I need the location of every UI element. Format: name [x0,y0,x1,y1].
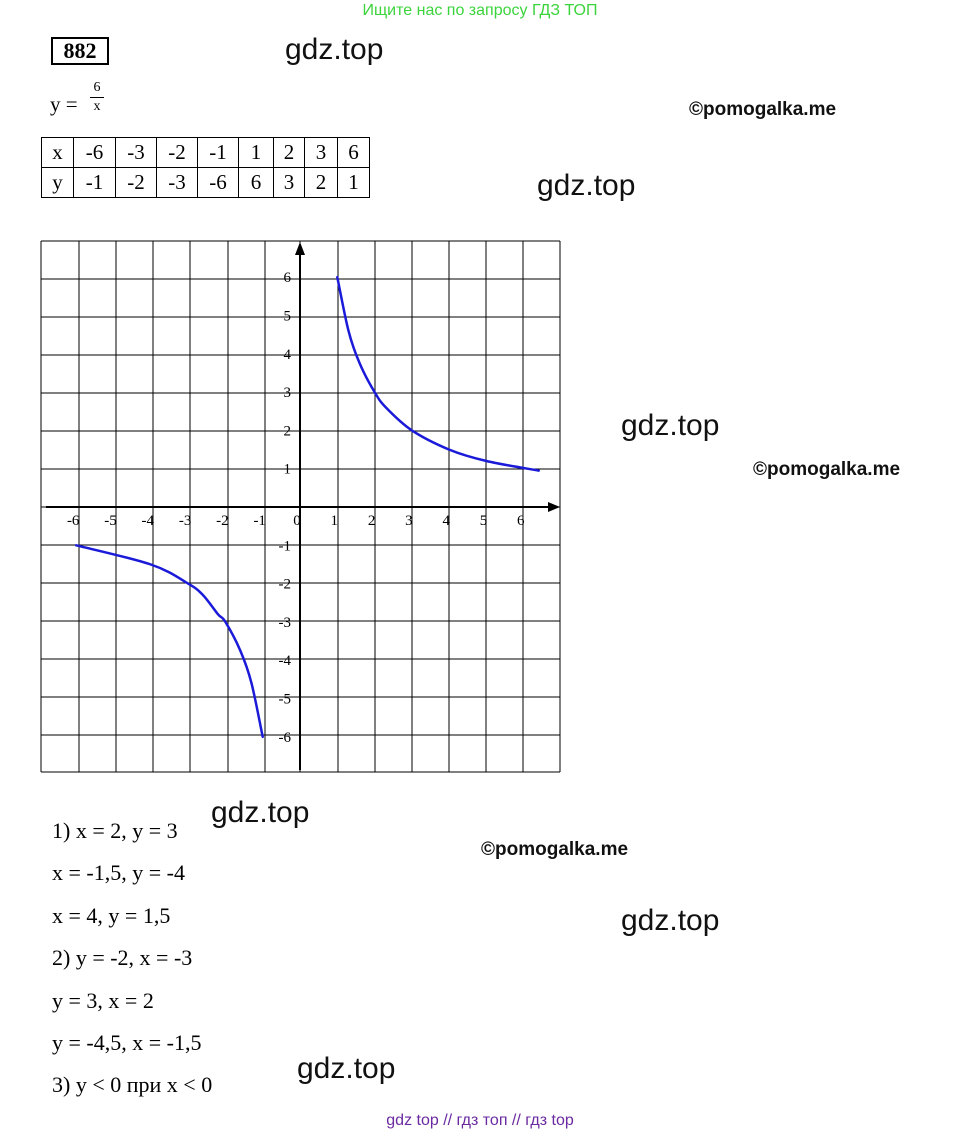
answer-line: x = -1,5, y = -4 [52,860,185,885]
x-tick-label: -3 [178,513,192,529]
answer-line: 1) x = 2, y = 3 [52,818,178,843]
table-cell: 2 [305,168,338,198]
table-cell: -1 [74,168,116,198]
gdz-watermark: gdz.top [297,1052,396,1085]
x-tick-label: -5 [104,513,117,529]
x-tick-label: 1 [330,513,339,529]
x-axis-arrow [548,502,560,512]
table-cell: -6 [74,138,116,168]
table-cell: -6 [198,168,239,198]
gdz-watermark: gdz.top [537,169,636,202]
y-tick-label: -5 [278,691,291,708]
answer-line: 2) y = -2, x = -3 [52,945,193,970]
y-tick-label: -2 [278,576,291,593]
answer-line: y = -4,5, x = -1,5 [52,1030,202,1055]
y-tick-label: 6 [283,270,291,287]
y-tick-label: -6 [278,729,291,746]
table-cell: 6 [239,168,274,198]
table-cell: -1 [198,138,239,168]
hyperbola-branch-right [337,277,538,470]
x-tick-label: -4 [141,513,155,529]
pomogalka-watermark: ©pomogalka.me [689,99,837,120]
table-cell: 6 [338,138,370,168]
x-tick-label: 0 [293,513,301,529]
y-tick-label: 2 [283,423,291,440]
gdz-watermark: gdz.top [211,796,310,829]
axes [46,242,560,770]
y-tick-label: -1 [278,538,291,555]
y-tick-label: -4 [278,653,291,670]
table-cell: -3 [157,168,198,198]
x-tick-label: 2 [367,513,376,529]
search-banner: Ищите нас по запросу ГДЗ ТОП [362,2,598,19]
table-cell: 1 [338,168,370,198]
y-tick-label: -3 [278,614,291,631]
table-cell: -3 [116,138,157,168]
formula-lhs: y = [50,92,78,116]
x-tick-label: -1 [253,513,266,529]
table-cell: 3 [305,138,338,168]
x-tick-label: 4 [442,513,450,529]
formula-denominator: x [93,99,101,114]
gdz-watermark: gdz.top [621,904,720,937]
x-tick-label: 5 [479,513,488,529]
x-tick-label: -6 [66,513,80,529]
pomogalka-watermark: ©pomogalka.me [753,459,901,480]
answer-line: 3) y < 0 при x < 0 [52,1072,213,1097]
y-tick-label: 3 [283,385,291,402]
footer-links[interactable]: gdz top // гдз топ // гдз top [386,1112,574,1129]
hyperbola-branch-left [76,545,263,737]
y-tick-label: 1 [283,461,291,478]
x-tick-label: 3 [405,513,413,529]
y-tick-label: 4 [283,346,291,363]
pomogalka-watermark: ©pomogalka.me [481,839,629,860]
formula-numerator: 6 [90,80,104,98]
answer-line: x = 4, y = 1,5 [52,903,171,928]
gdz-watermark: gdz.top [285,33,384,66]
x-tick-label: 6 [517,513,525,529]
table-cell: 3 [274,168,305,198]
task-number: 882 [51,37,109,65]
y-axis-arrow [295,242,305,255]
gdz-watermark: gdz.top [621,409,720,442]
table-cell: -2 [116,168,157,198]
table-cell: -2 [157,138,198,168]
table-cell: x [42,138,74,168]
answer-line: y = 3, x = 2 [52,988,154,1013]
y-tick-label: 5 [283,308,291,325]
table-cell: y [42,168,74,198]
x-tick-label: -2 [216,513,229,529]
table-cell: 2 [274,138,305,168]
table-cell: 1 [239,138,274,168]
